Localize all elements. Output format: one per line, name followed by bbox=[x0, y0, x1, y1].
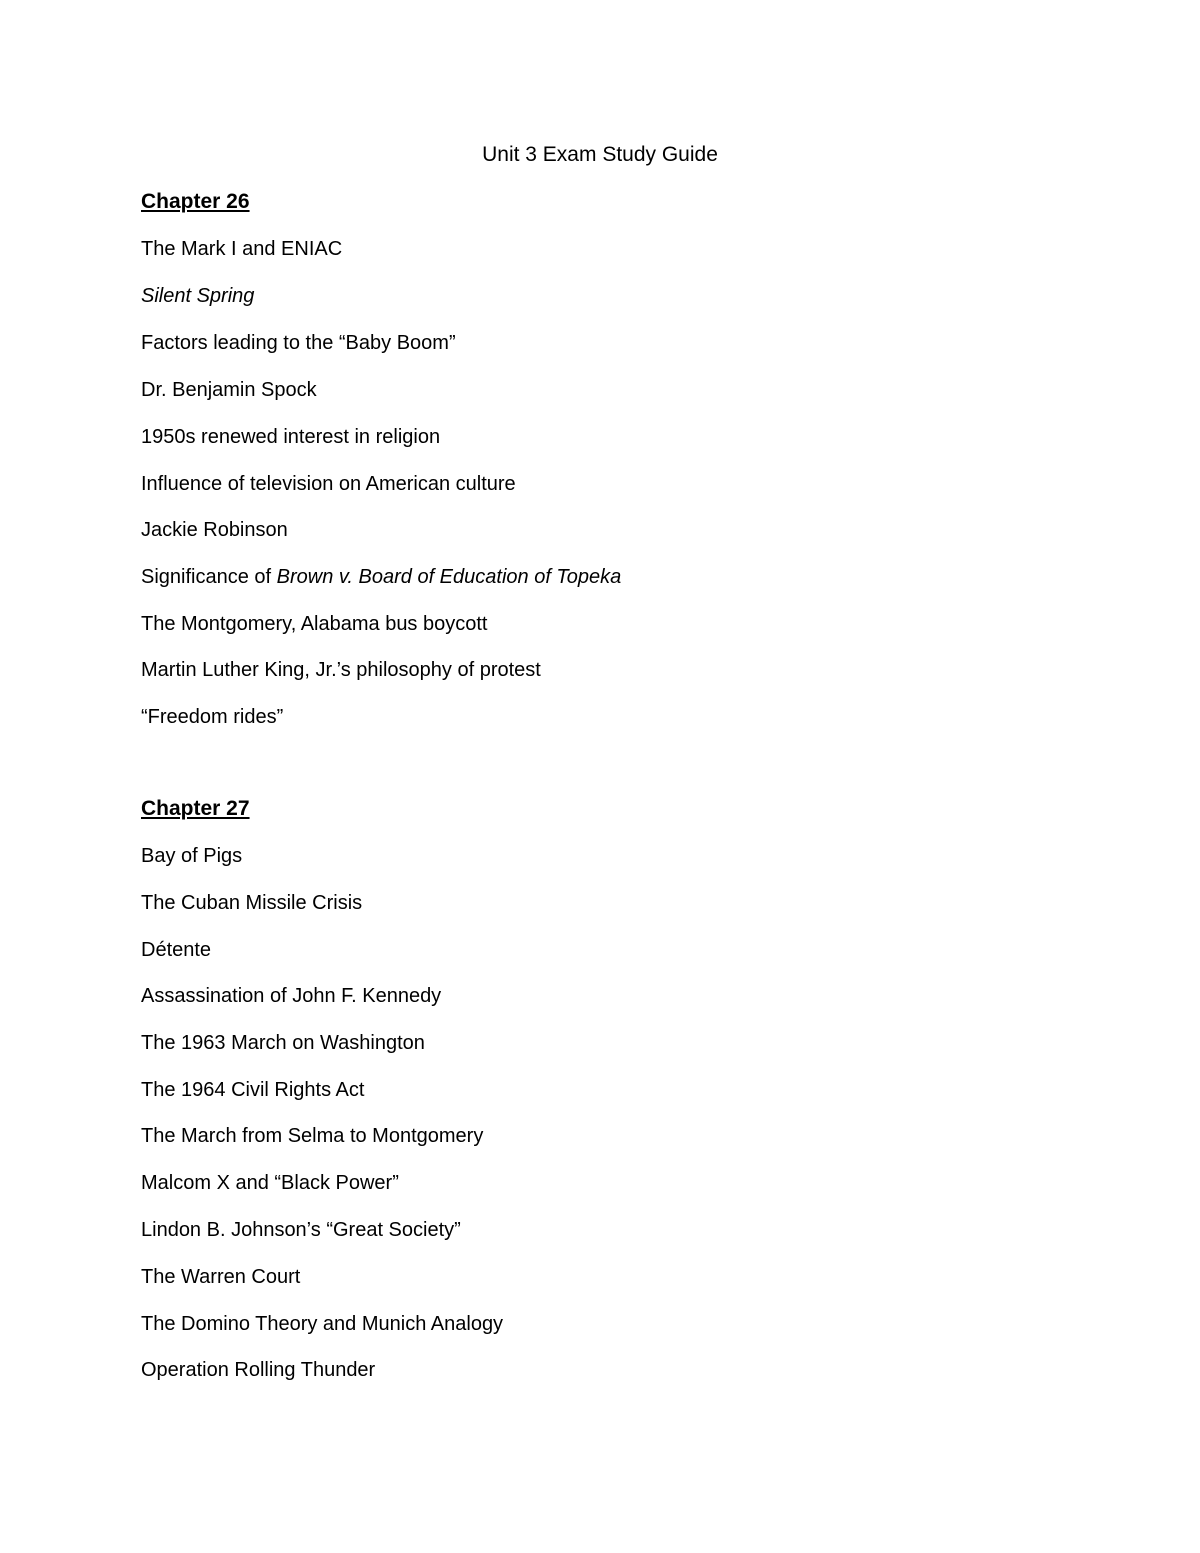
page-title: Unit 3 Exam Study Guide bbox=[482, 143, 718, 166]
list-item: Martin Luther King, Jr.’s philosophy of protest bbox=[141, 659, 541, 681]
list-item: Silent Spring bbox=[141, 285, 255, 307]
list-item: The 1963 March on Washington bbox=[141, 1032, 425, 1054]
chapter-heading: Chapter 27 bbox=[141, 797, 250, 820]
list-item-prefix: Significance of bbox=[141, 566, 277, 588]
list-item: Jackie Robinson bbox=[141, 519, 288, 541]
list-item: Malcom X and “Black Power” bbox=[141, 1172, 399, 1194]
list-item: The Mark I and ENIAC bbox=[141, 238, 343, 260]
list-item: The March from Selma to Montgomery bbox=[141, 1125, 484, 1147]
list-item: Lindon B. Johnson’s “Great Society” bbox=[141, 1219, 461, 1241]
list-item: 1950s renewed interest in religion bbox=[141, 426, 441, 448]
list-item bbox=[141, 562, 621, 592]
list-item: The Warren Court bbox=[141, 1266, 301, 1288]
list-item: Détente bbox=[141, 939, 212, 961]
list-item: The Montgomery, Alabama bus boycott bbox=[141, 613, 488, 635]
list-item: Influence of television on American culture bbox=[141, 473, 516, 495]
list-item: Operation Rolling Thunder bbox=[141, 1359, 376, 1381]
list-item: The Cuban Missile Crisis bbox=[141, 892, 363, 914]
list-item: The Domino Theory and Munich Analogy bbox=[141, 1313, 504, 1335]
list-item: The 1964 Civil Rights Act bbox=[141, 1079, 365, 1101]
list-item: Factors leading to the “Baby Boom” bbox=[141, 332, 456, 354]
list-item: “Freedom rides” bbox=[141, 706, 284, 728]
chapter-heading: Chapter 26 bbox=[141, 190, 250, 213]
case-name: Brown v. Board of Education of Topeka bbox=[276, 566, 622, 588]
list-item: Dr. Benjamin Spock bbox=[141, 379, 317, 401]
list-item: Assassination of John F. Kennedy bbox=[141, 985, 442, 1007]
list-item: Bay of Pigs bbox=[141, 845, 243, 867]
